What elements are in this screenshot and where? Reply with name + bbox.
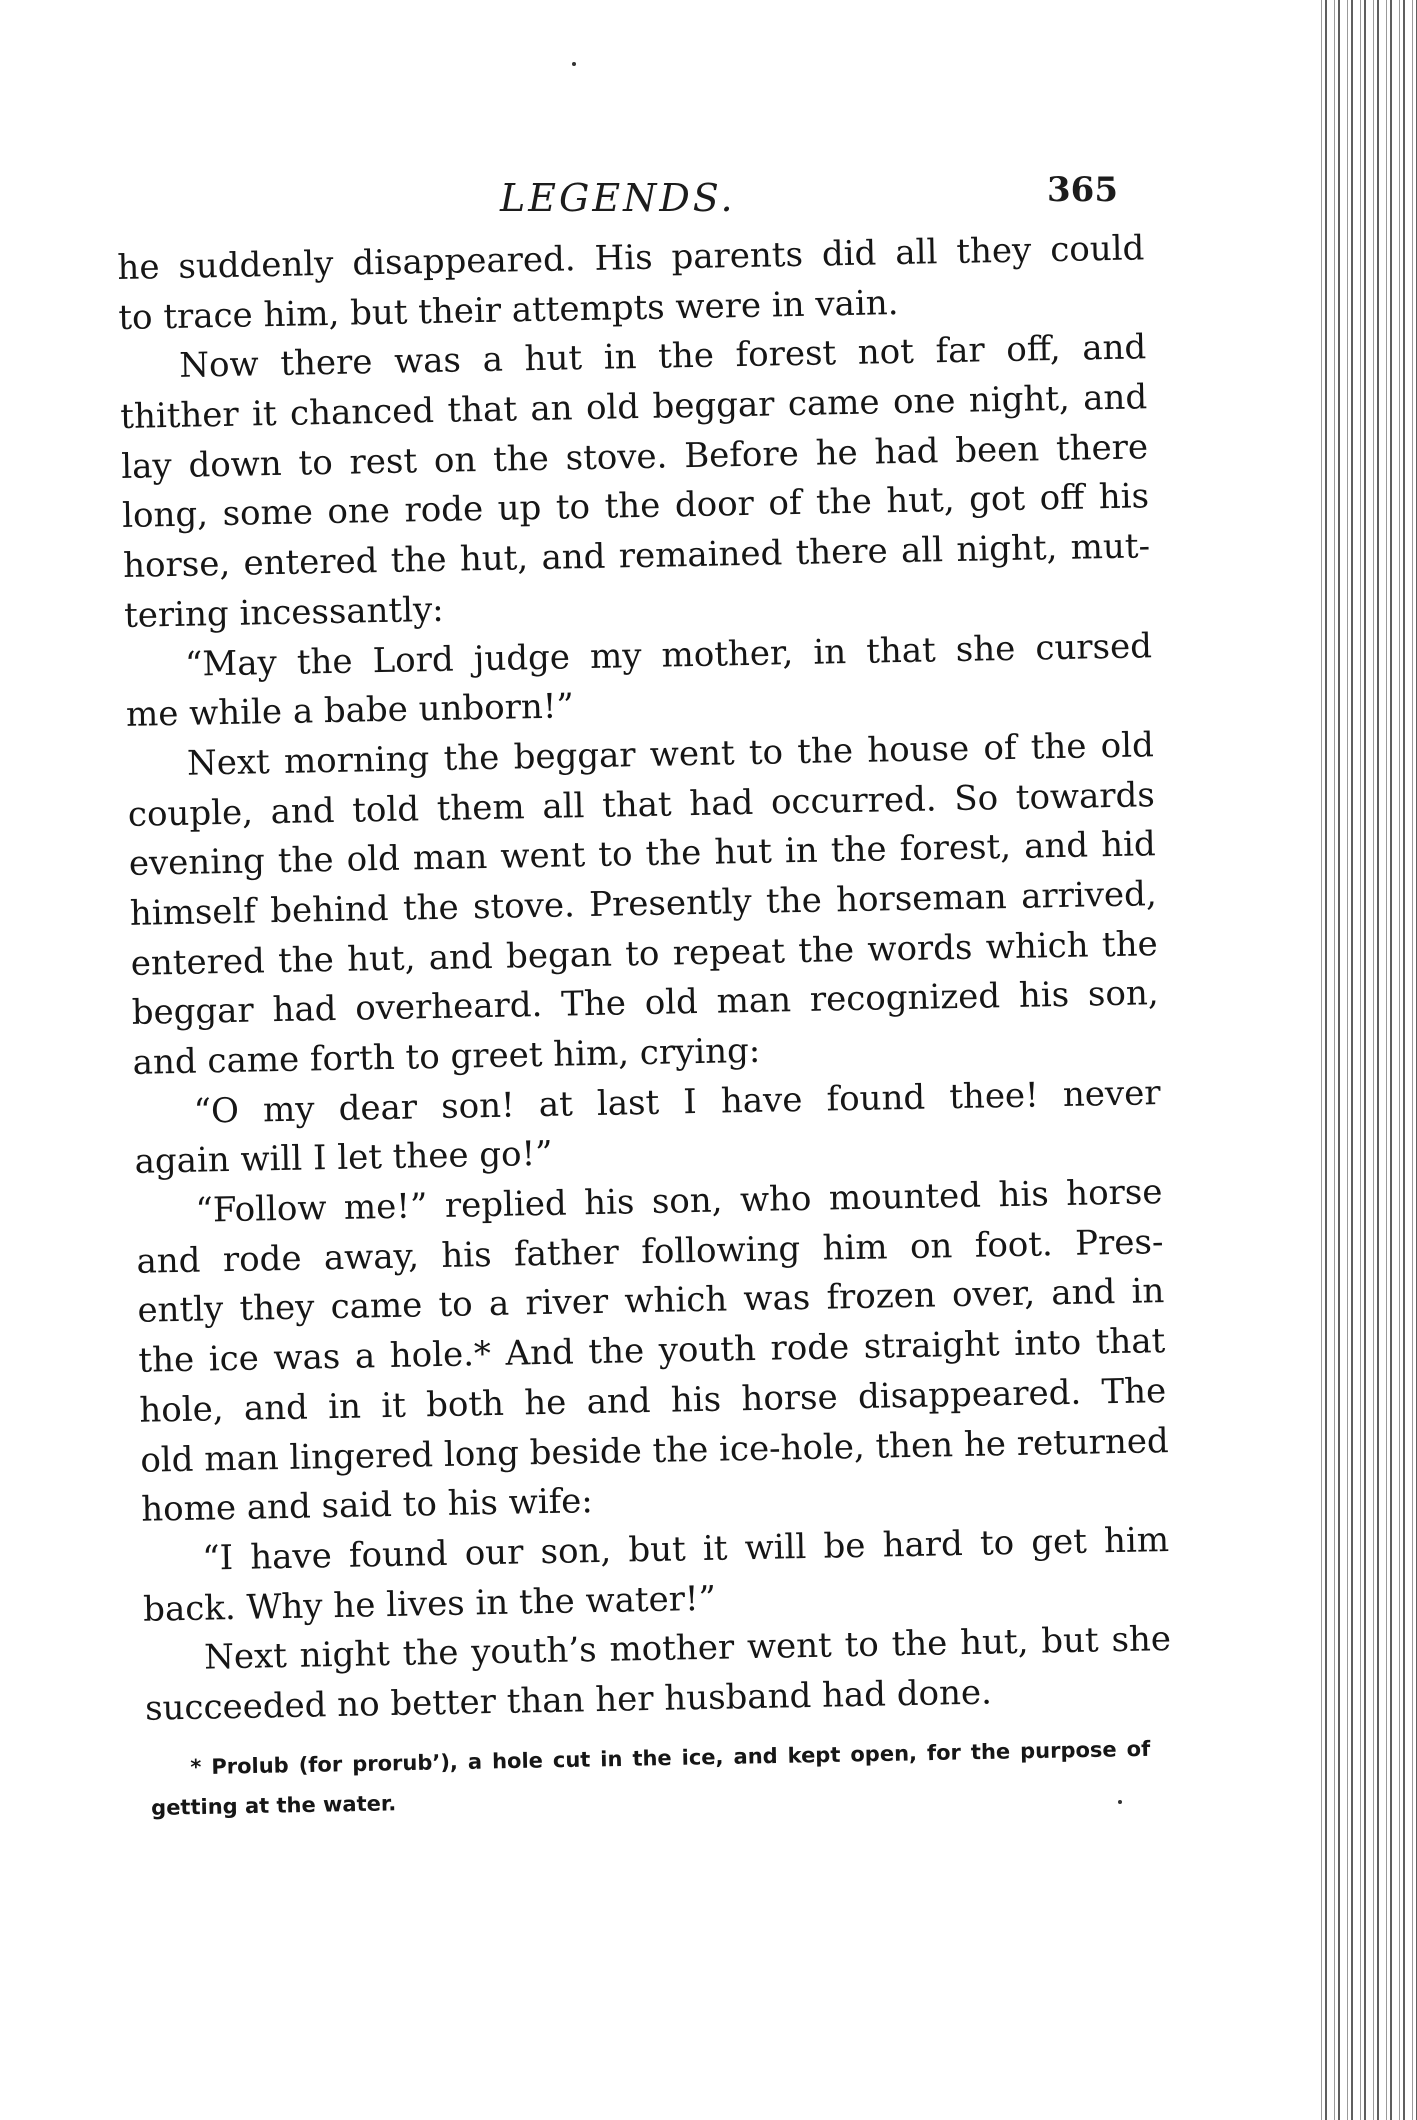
text-line: couple, and told them all that had occurred. So towards <box>127 774 1156 835</box>
text-line: ently they came to a river which was frozen over, and in <box>137 1271 1165 1332</box>
text-line: lay down to rest on the stove. Before he had been there <box>120 426 1149 487</box>
text-line: “O my dear son! at last I have found thee! never <box>193 1072 1161 1132</box>
running-title: LEGENDS. <box>500 176 736 220</box>
text-line: entered the hut, and began to repeat the words which the <box>130 923 1159 984</box>
text-line: “Follow me!” replied his son, who mounted his horse <box>195 1172 1163 1231</box>
scan-speck <box>1118 1800 1122 1804</box>
text-line: he suddenly disappeared. His parents did all they could <box>117 228 1145 288</box>
text-line: back. Why he lives in the water!” <box>142 1578 717 1630</box>
text-line: tering incessantly: <box>123 589 445 636</box>
scan-speck <box>572 62 576 66</box>
text-line: and rode away, his father following him on foot. Pres- <box>136 1221 1164 1282</box>
text-line: Next night the youth’s mother went to the hut, but she <box>203 1619 1172 1678</box>
text-line: again will I let thee go!” <box>134 1134 553 1183</box>
text-line: himself behind the stove. Presently the horseman arrived, <box>129 874 1158 934</box>
text-line: the ice was a hole.* And the youth rode straight into that <box>138 1321 1166 1381</box>
text-line: to trace him, but their attempts were in vain. <box>118 282 899 338</box>
text-line: hole, and in it both he and his horse disappeared. The <box>139 1370 1167 1431</box>
text-line: evening the old man went to the hut in the forest, and hid <box>128 824 1157 885</box>
text-line: old man lingered long beside the ice-hole, then he returned <box>139 1420 1170 1481</box>
text-line: Now there was a hut in the forest not far off, and <box>178 327 1147 387</box>
text-line: long, some one rode up to the door of the hut, got off his <box>121 476 1150 537</box>
body-text <box>117 224 1172 1734</box>
text-line: me while a babe unborn!” <box>125 686 575 736</box>
text-line: horse, entered the hut, and remained there all night, mut- <box>122 526 1151 587</box>
text-line: “May the Lord judge my mother, in that she cursed <box>184 625 1153 685</box>
text-line: thither it chanced that an old beggar came one night, and <box>119 377 1148 438</box>
footnote <box>150 1729 1151 1828</box>
text-line: succeeded no better than her husband had done. <box>144 1672 993 1729</box>
footnote-line: getting at the water. <box>150 1791 397 1820</box>
text-line: home and said to his wife: <box>140 1481 594 1530</box>
page-number: 365 <box>1047 170 1118 210</box>
text-line: “I have found our son, but it will be hard to get him <box>201 1519 1170 1579</box>
footnote-line: * Prolub (for prorub’), a hole cut in the ice, and kept open, for the purpose of <box>190 1736 1151 1780</box>
binding-edge <box>1318 0 1417 2120</box>
text-line: Next morning the beggar went to the house of the old <box>186 725 1155 784</box>
text-line: and came forth to greet him, crying: <box>132 1030 761 1083</box>
text-line: beggar had overheard. The old man recognized his son, <box>131 973 1159 1034</box>
